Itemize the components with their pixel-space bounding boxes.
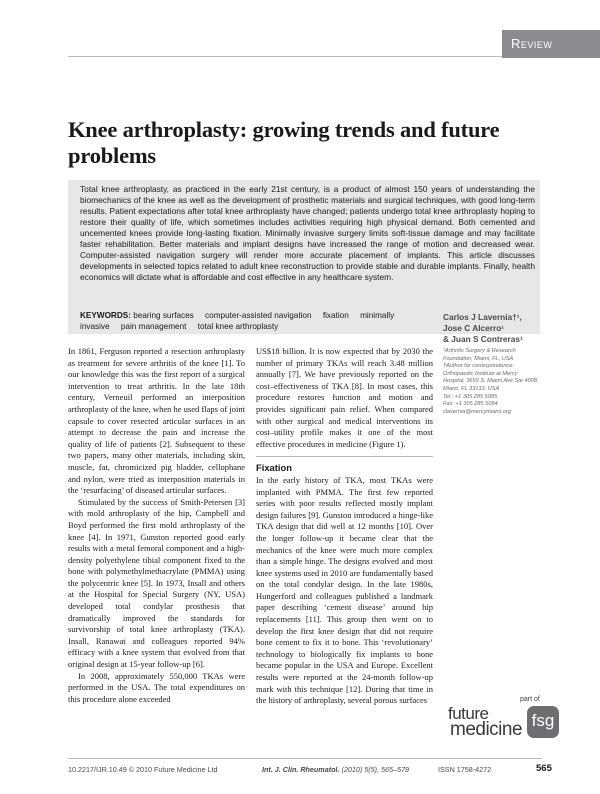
future-medicine-logo (448, 696, 568, 750)
part-of-label: part of (520, 696, 540, 703)
body-paragraph: Stimulated by the success of Smith-Petersen [3] with mold arthroplasty of the hip, Campbell and Boyd performed the first mold arthroplasty of the knee [4]. In 1971, Gunston reported good early results with a metal femoral component and a high-density polyethylene tibial component fixed to the bone with polymethylmethacrylate (PMMA) using the polycentric knee [5]. In 1973, Insall and others at the Hospital for Special Surgery (NY, USA) developed total condylar prosthesis that dramatically improved the standards for survivorship of total knee arthroplasty (TKA). Insall, Ranawat and colleagues reported 94% efficacy with a knee system that evolved from that original design at 15-year follow-up [6]. (68, 496, 245, 670)
abstract-text: Total knee arthroplasty, as practiced in the early 21st century, is a product of almost 150 years of understanding the biomechanics of the knee as well as the development of prosthetic materials and surgical techniques, with good long-term results. Patient expectations after total knee arthroplasty have changed; patients undergo total knee arthroplasty hoping to restore their quality of life, which sometimes includes activities requiring high physical demand. Both cemented and uncemented knees provide long-lasting fixation. Minimally invasive surgery limits soft-tissue damage and may facilitate faster rehabilitation. Better materials and implant designs have increased the range of motion and decreased wear. Computer-assisted navigation surgery will render more accurate placement of implants. This article discusses developments in selected topics related to adult knee reconstruction to provide stable and durable implants. Finally, health economics will dictate what is affordable and cost effective in any healthcare system. (80, 184, 535, 283)
keyword-item: bearing surfaces (133, 311, 194, 320)
fsg-logo-badge: fsg (527, 706, 559, 738)
author-name: Jose C Alcerro¹ (443, 323, 505, 334)
keywords-label: KEYWORDS: (80, 311, 131, 320)
affiliation-line: Miami, FL 33133, USA (443, 385, 500, 392)
body-column-middle (256, 346, 433, 707)
body-paragraph: In 2008, approximately 550,000 TKAs were performed in the USA. The total expenditures on this procedure alone exceeded (68, 670, 245, 704)
footer-journal-name: Int. J. Clin. Rheumatol. (262, 765, 340, 774)
affiliation-line: Fax: +1 305 285 5084 (443, 401, 498, 408)
author-name: Carlos J Lavernia†¹, (443, 312, 522, 322)
footer-volume: (2010) 5(5), 565–579 (339, 765, 410, 774)
logo-future-text: future (448, 704, 489, 723)
correspondence-email[interactable]: clavernia@mercymiami.org (443, 408, 511, 415)
body-paragraph: In the early history of TKA, most TKAs were implanted with PMMA. The first few reported series with poor results reflected mostly implant design failures [9]. Gunston introduced a hinge-like TKA design that did well at 12 months [10]. Over the longer follow-up it became clear that the mechanics of the knee were much more complex than a simple hinge. The designs evolved and most knee systems used in 2010 are fundamentally based on the total condylar design. In the late 1980s, Hungerford and colleagues published a landmark paper describing ‘cement disease’ around hip replacements [11]. This group then went on to develop the first knee design that did not require bone cement to fix it to bone. This ‘revolutionary’ technology to biologically fix implants to bone became popular in the USA and Europe. Excellent results were reported at the 24-month follow-up mark with this technique [12]. During that time in the history of arthroplasty, several porous surfaces (256, 474, 433, 706)
footer-citation (262, 765, 409, 774)
keyword-item: pain management (120, 321, 187, 331)
body-column-left (68, 346, 245, 705)
keyword-item: minimally invasive (80, 311, 395, 331)
footer-divider (68, 758, 542, 759)
affiliation-line: ¹Arthritis Surgery & Research (443, 348, 516, 354)
footer-doi: 10.2217/IJR.10.49 © 2010 Future Medicine Ltd (68, 765, 218, 774)
affiliation-line: Hospital, 3659 S. Miami Ave Ste 4008, (443, 378, 539, 385)
article-title: Knee arthroplasty: growing trends and future problems (68, 117, 500, 168)
keyword-item: fixation (322, 311, 349, 320)
keywords (80, 311, 420, 332)
logo-medicine-text: medicine (450, 719, 523, 740)
affiliation-line: †Author for correspondence: (443, 363, 514, 370)
section-heading-fixation: Fixation (256, 456, 433, 474)
author-list (443, 312, 553, 346)
keyword-item: total knee arthroplasty (197, 321, 279, 331)
footer-issn: ISSN 1758-4272 (438, 765, 492, 774)
affiliation-line: Orthopaedic Institute at Mercy (443, 370, 518, 377)
body-paragraph: In 1861, Ferguson reported a resection arthroplasty as treatment for severe arthritis of the knee [1]. To our knowledge this was the first report of a surgical intervention to treat arthritis. In the late 18th century, Verneuil performed an interposition arthroplasty of the knee, when he used flaps of joint capsule to cover resected articular surfaces in an attempt to decrease the pain and increase the quality of life of patients [2]. Subsequent to these two papers, many other materials, including skin, muscle, fat, chromicized pig bladder, cellophane and nylon, were tried as interposition materials in the ‘resurfacing’ of diseased articular surfaces. (68, 346, 245, 496)
affiliation-line: Foundation, Miami, FL, USA (443, 355, 514, 362)
author-affiliation (443, 348, 553, 416)
header-divider (68, 56, 502, 57)
section-tab-review: Review (502, 30, 600, 58)
body-paragraph: US$18 billion. It is now expected that by 2030 the number of primary TKAs will reach 3.48 million annually [7]. We have previously reported on the cost–effectiveness of TKA [8]. In most cases, this procedure restores function and motion and provides significant pain relief. When compared with other surgical and medical interventions its cost–utility profile makes it one of the most effective procedures in medicine (Figure 1). (256, 346, 433, 449)
keyword-item: computer-assisted navigation (205, 311, 312, 320)
affiliation-line: Tel.: +1 305 285 5085 (443, 393, 498, 400)
page-number: 565 (536, 763, 552, 774)
author-name: & Juan S Contreras¹ (443, 334, 523, 345)
